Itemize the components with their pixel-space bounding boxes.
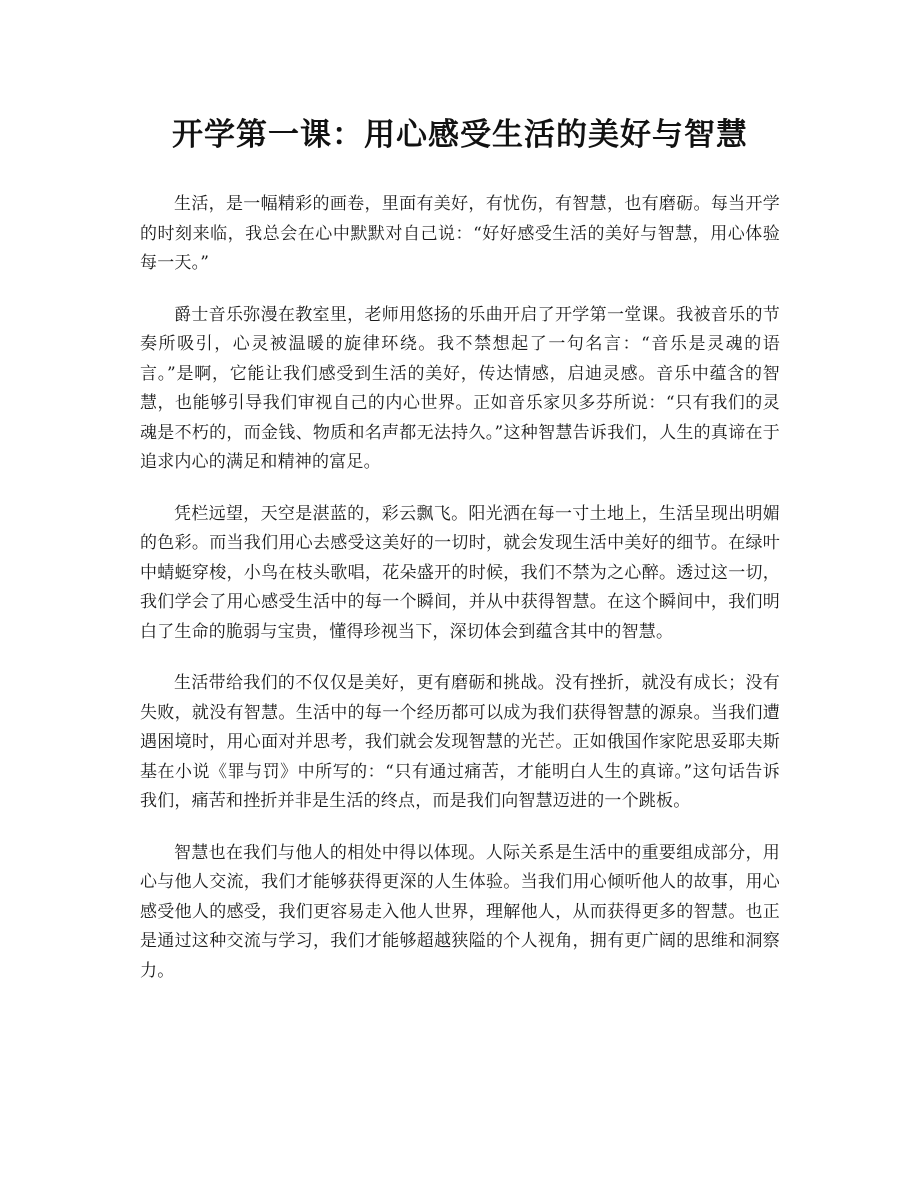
paragraph: 生活，是一幅精彩的画卷，里面有美好，有忧伤，有智慧，也有磨砺。每当开学的时刻来临，我总会在心中默默对自己说：“好好感受生活的美好与智慧，用心体验每一天。” (140, 194, 780, 273)
paragraph: 凭栏远望，天空是湛蓝的，彩云飘飞。阳光洒在每一寸土地上，生活呈现出明媚的色彩。而当我们用心去感受这美好的一切时，就会发现生活中美好的细节。在绿叶中蜻蜓穿梭，小鸟在枝头歌唱，花朵盛开的时候，我们不禁为之心醉。透过这一切，我们学会了用心感受生活中的每一个瞬间，并从中获得智慧。在这个瞬间中，我们明白了生命的脆弱与宝贵，懂得珍视当下，深切体会到蕴含其中的智慧。 (140, 503, 780, 642)
document-title: 开学第一课：用心感受生活的美好与智慧 (172, 117, 748, 153)
paragraph: 智慧也在我们与他人的相处中得以体现。人际关系是生活中的重要组成部分，用心与他人交流，我们才能够获得更深的人生体验。当我们用心倾听他人的故事，用心感受他人的感受，我们更容易走入他人世界，理解他人，从而获得更多的智慧。也正是通过这种交流与学习，我们才能够超越狭隘的个人视角，拥有更广阔的思维和洞察力。 (140, 842, 780, 981)
paragraph: 爵士音乐弥漫在教室里，老师用悠扬的乐曲开启了开学第一堂课。我被音乐的节奏所吸引，心灵被温暖的旋律环绕。我不禁想起了一句名言：“音乐是灵魂的语言。”是啊，它能让我们感受到生活的美好，传达情感，启迪灵感。音乐中蕴含的智慧，也能够引导我们审视自己的内心世界。正如音乐家贝多芬所说：“只有我们的灵魂是不朽的，而金钱、物质和名声都无法持久。”这种智慧告诉我们，人生的真谛在于追求内心的满足和精神的富足。 (140, 304, 780, 472)
paragraph: 生活带给我们的不仅仅是美好，更有磨砺和挑战。没有挫折，就没有成长；没有失败，就没有智慧。生活中的每一个经历都可以成为我们获得智慧的源泉。当我们遭遇困境时，用心面对并思考，我们就会发现智慧的光芒。正如俄国作家陀思妥耶夫斯基在小说《罪与罚》中所写的：“只有通过痛苦，才能明白人生的真谛。”这句话告诉我们，痛苦和挫折并非是生活的终点，而是我们向智慧迈进的一个跳板。 (140, 673, 780, 811)
